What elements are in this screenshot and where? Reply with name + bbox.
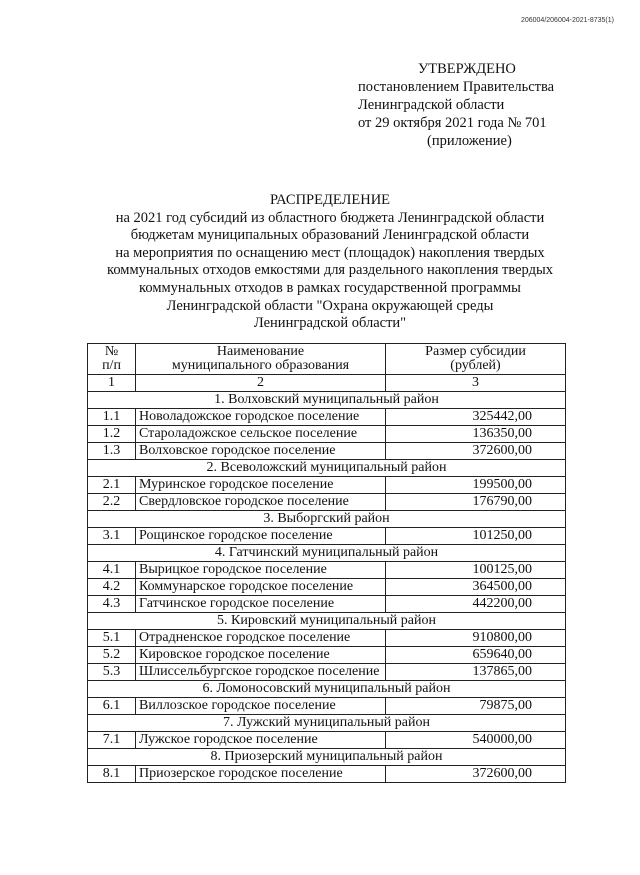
title-line: Ленинградской области" — [253, 315, 407, 332]
subsidy-amount: 364500,00 — [386, 579, 566, 596]
column-number: 3 — [386, 375, 566, 392]
row-number: 1.1 — [88, 409, 136, 426]
table-header-row — [88, 344, 566, 375]
title-line: на мероприятия по оснащению мест (площадок) накопления твердых — [115, 244, 545, 261]
municipality-name: Гатчинское городское поселение — [136, 596, 386, 613]
approval-heading: УТВЕРЖДЕНО — [418, 61, 516, 77]
subsidy-amount: 176790,00 — [386, 494, 566, 511]
row-number: 5.1 — [88, 630, 136, 647]
table-row — [88, 596, 566, 613]
municipality-name: Кировское городское поселение — [136, 647, 386, 664]
header-amount: Размер субсидии (рублей) — [386, 344, 566, 375]
approval-stamp — [358, 60, 618, 150]
municipality-name: Рощинское городское поселение — [136, 528, 386, 545]
district-name: 3. Выборгский район — [88, 511, 566, 528]
subsidy-amount: 910800,00 — [386, 630, 566, 647]
row-number: 5.3 — [88, 664, 136, 681]
municipality-name: Шлиссельбургское городское поселение — [136, 664, 386, 681]
table-row — [88, 409, 566, 426]
row-number: 8.1 — [88, 766, 136, 783]
header-number: № п/п — [88, 344, 136, 375]
municipality-name: Муринское городское поселение — [136, 477, 386, 494]
district-row — [88, 545, 566, 562]
subsidy-table — [87, 343, 566, 783]
table-row — [88, 494, 566, 511]
table-row — [88, 732, 566, 749]
municipality-name: Коммунарское городское поселение — [136, 579, 386, 596]
municipality-name: Приозерское городское поселение — [136, 766, 386, 783]
district-row — [88, 681, 566, 698]
municipality-name: Вырицкое городское поселение — [136, 562, 386, 579]
district-name: 1. Волховский муниципальный район — [88, 392, 566, 409]
row-number: 7.1 — [88, 732, 136, 749]
subsidy-amount: 79875,00 — [386, 698, 566, 715]
row-number: 2.1 — [88, 477, 136, 494]
title-line: коммунальных отходов в рамках государственной программы — [139, 279, 521, 296]
approval-line: постановлением Правительства — [358, 79, 555, 95]
table-row — [88, 443, 566, 460]
table-row — [88, 766, 566, 783]
district-name: 6. Ломоносовский муниципальный район — [88, 681, 566, 698]
municipality-name: Лужское городское поселение — [136, 732, 386, 749]
subsidy-amount: 136350,00 — [386, 426, 566, 443]
row-number: 3.1 — [88, 528, 136, 545]
title-line: бюджетам муниципальных образований Ленинградской области — [130, 227, 530, 244]
column-number: 2 — [136, 375, 386, 392]
table-row — [88, 579, 566, 596]
row-number: 4.2 — [88, 579, 136, 596]
header-name: Наименование муниципального образования — [136, 344, 386, 375]
subsidy-amount: 100125,00 — [386, 562, 566, 579]
document-title — [80, 192, 580, 333]
subsidy-amount: 137865,00 — [386, 664, 566, 681]
district-row — [88, 460, 566, 477]
district-row — [88, 613, 566, 630]
row-number: 1.3 — [88, 443, 136, 460]
subsidy-amount: 659640,00 — [386, 647, 566, 664]
table-row — [88, 664, 566, 681]
subsidy-amount: 325442,00 — [386, 409, 566, 426]
row-number: 6.1 — [88, 698, 136, 715]
table-row — [88, 647, 566, 664]
row-number: 2.2 — [88, 494, 136, 511]
district-row — [88, 715, 566, 732]
table-row — [88, 528, 566, 545]
table-row — [88, 477, 566, 494]
table-row — [88, 562, 566, 579]
district-name: 7. Лужский муниципальный район — [88, 715, 566, 732]
district-row — [88, 749, 566, 766]
title-line: Ленинградской области "Охрана окружающей среды — [166, 297, 494, 314]
municipality-name: Свердловское городское поселение — [136, 494, 386, 511]
row-number: 4.1 — [88, 562, 136, 579]
row-number: 1.2 — [88, 426, 136, 443]
subsidy-amount: 101250,00 — [386, 528, 566, 545]
subsidy-amount: 540000,00 — [386, 732, 566, 749]
municipality-name: Отрадненское городское поселение — [136, 630, 386, 647]
title-heading: РАСПРЕДЕЛЕНИЕ — [269, 192, 391, 208]
subsidy-amount: 442200,00 — [386, 596, 566, 613]
district-name: 5. Кировский муниципальный район — [88, 613, 566, 630]
district-row — [88, 511, 566, 528]
table-row — [88, 426, 566, 443]
row-number: 4.3 — [88, 596, 136, 613]
district-name: 4. Гатчинский муниципальный район — [88, 545, 566, 562]
district-name: 8. Приозерский муниципальный район — [88, 749, 566, 766]
municipality-name: Виллозское городское поселение — [136, 698, 386, 715]
title-line: коммунальных отходов емкостями для раздельного накопления твердых — [107, 262, 553, 279]
subsidy-amount: 199500,00 — [386, 477, 566, 494]
municipality-name: Волховское городское поселение — [136, 443, 386, 460]
table-row — [88, 630, 566, 647]
column-number: 1 — [88, 375, 136, 392]
table-row — [88, 698, 566, 715]
subsidy-amount: 372600,00 — [386, 766, 566, 783]
column-number-row — [88, 375, 566, 392]
document-id: 206004/206004-2021-8735(1) — [520, 17, 614, 24]
row-number: 5.2 — [88, 647, 136, 664]
approval-line: (приложение) — [427, 133, 512, 149]
approval-line: от 29 октября 2021 года № 701 — [358, 115, 547, 131]
district-name: 2. Всеволожский муниципальный район — [88, 460, 566, 477]
municipality-name: Староладожское сельское поселение — [136, 426, 386, 443]
approval-line: Ленинградской области — [358, 97, 505, 113]
municipality-name: Новоладожское городское поселение — [136, 409, 386, 426]
subsidy-amount: 372600,00 — [386, 443, 566, 460]
title-line: на 2021 год субсидий из областного бюджета Ленинградской области — [115, 209, 545, 226]
district-row — [88, 392, 566, 409]
